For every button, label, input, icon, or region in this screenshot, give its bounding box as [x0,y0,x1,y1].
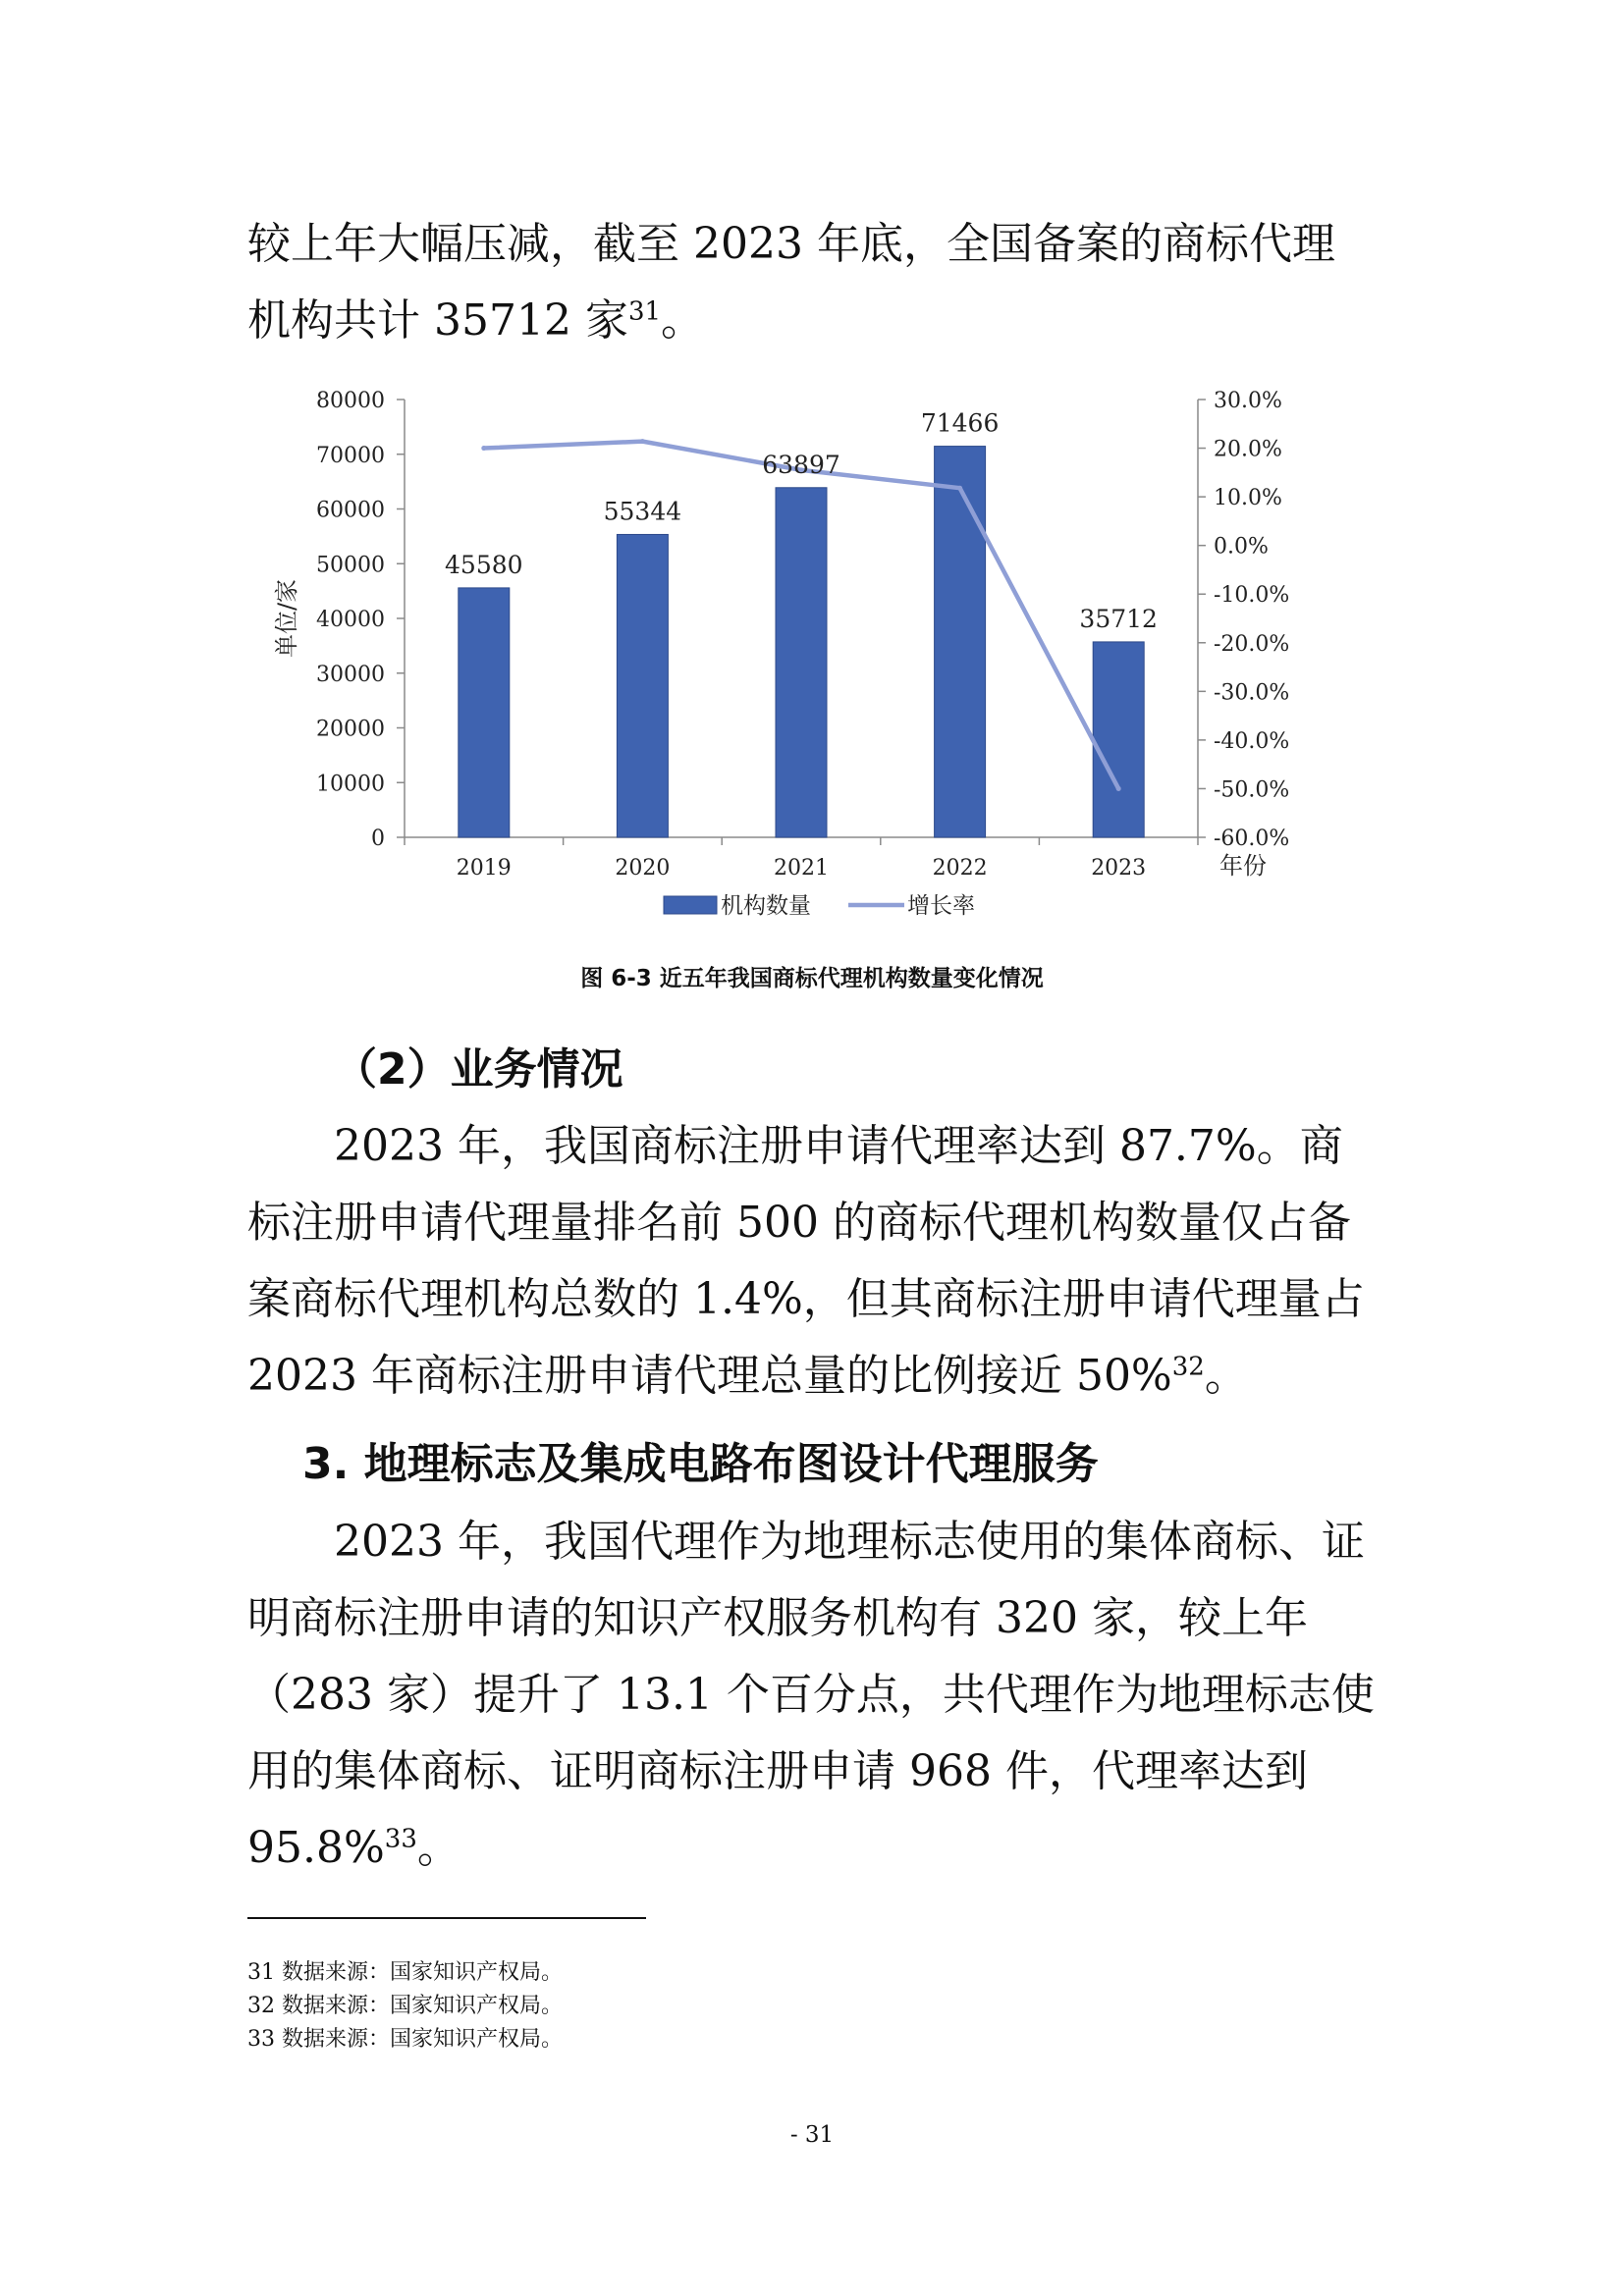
footnote-divider [247,1917,646,1919]
y2-tick-label: 0.0% [1214,534,1269,560]
bar-value-label-2023: 35712 [1079,604,1158,633]
y2-tick-label: 10.0% [1214,486,1282,511]
page-number: - 31 [789,2122,835,2148]
bar-2019 [459,588,510,837]
section-3-heading: 3. 地理标志及集成电路布图设计代理服务 [302,1439,1099,1489]
growth-point-2020 [640,439,645,444]
bar-2020 [617,534,668,837]
footnote-ref-33[interactable]: 33 [384,1824,417,1854]
y-tick-label: 70000 [316,443,385,468]
x-tick-label-2021: 2021 [774,856,829,881]
y-tick-label: 50000 [316,553,385,578]
footnotes [247,1956,563,2056]
section-2-paragraph: 2023 年，我国商标注册申请代理率达到 87.7%。商标注册申请代理量排名前 500 的商标代理机构数量仅占备案商标代理机构总数的 1.4%，但其商标注册申请代理量占 2023 年商标注册申请代理总量的比例接近 50%$^{32}$。 [247,1121,1365,1401]
growth-point-2022 [957,486,962,491]
legend-label-line: 增长率 [907,893,975,919]
y-tick-label: 40000 [316,608,385,632]
y2-tick-label: -40.0% [1214,728,1290,754]
y-tick-label: 60000 [316,498,385,523]
x-tick-label-2022: 2022 [932,856,988,881]
chart-legend [664,893,975,919]
x-tick-label-2020: 2020 [615,856,671,881]
y-tick-label: 10000 [316,772,385,797]
footnote-ref-32[interactable]: 32 [1171,1352,1205,1382]
footnote-33: 33 数据来源：国家知识产权局。 [247,2027,563,2052]
y2-tick-label: -20.0% [1214,631,1290,657]
y2-tick-label: -60.0% [1214,827,1290,851]
y2-tick-label: -30.0% [1214,680,1290,706]
bar-value-label-2022: 71466 [920,408,1000,438]
growth-point-2023 [1116,786,1121,791]
figure-caption: 图 6-3 近五年我国商标代理机构数量变化情况 [580,966,1044,991]
footnote-32: 32 数据来源：国家知识产权局。 [247,1994,563,2018]
y2-tick-label: 20.0% [1214,437,1282,462]
x-tick-label-2023: 2023 [1091,856,1147,881]
bar-2023 [1093,642,1144,837]
y2-tick-label: -10.0% [1214,583,1290,609]
y-tick-label: 30000 [316,662,385,687]
y-tick-label: 20000 [316,717,385,742]
y-tick-label: 80000 [316,389,385,413]
x-axis-title: 年份 [1219,852,1267,880]
y-axis-title: 单位/家 [273,578,300,659]
paragraph-top: 较上年大幅压减，截至 2023 年底，全国备案的商标代理机构共计 35712 家$^{31}$。 [247,219,1335,346]
bar-value-label-2019: 45580 [445,550,523,579]
y-tick-label: 0 [371,827,385,851]
section-2-heading: （2）业务情况 [334,1044,623,1095]
bar-2021 [776,488,827,837]
section-3-paragraph: 2023 年，我国代理作为地理标志使用的集体商标、证明商标注册申请的知识产权服务机构有 320 家，较上年（283 家）提升了 13.1 个百分点，共代理作为地理标志使用的集体商标、证明商标注册申请 968 件，代理率达到 95.8%$^{33}$。 [247,1517,1375,1873]
bar-2022 [935,447,986,837]
legend-swatch-bar [664,896,717,914]
footnote-31: 31 数据来源：国家知识产权局。 [247,1960,563,1985]
bar-value-label-2021: 63897 [762,450,840,479]
footnote-ref-31[interactable]: 31 [627,296,662,327]
growth-point-2019 [481,446,486,451]
agency-count-chart [0,0,1624,942]
y2-tick-label: -50.0% [1214,777,1290,803]
bar-value-label-2020: 55344 [603,497,682,526]
x-tick-label-2019: 2019 [456,856,512,881]
y2-tick-label: 30.0% [1214,389,1282,413]
legend-label-bar: 机构数量 [721,893,811,919]
